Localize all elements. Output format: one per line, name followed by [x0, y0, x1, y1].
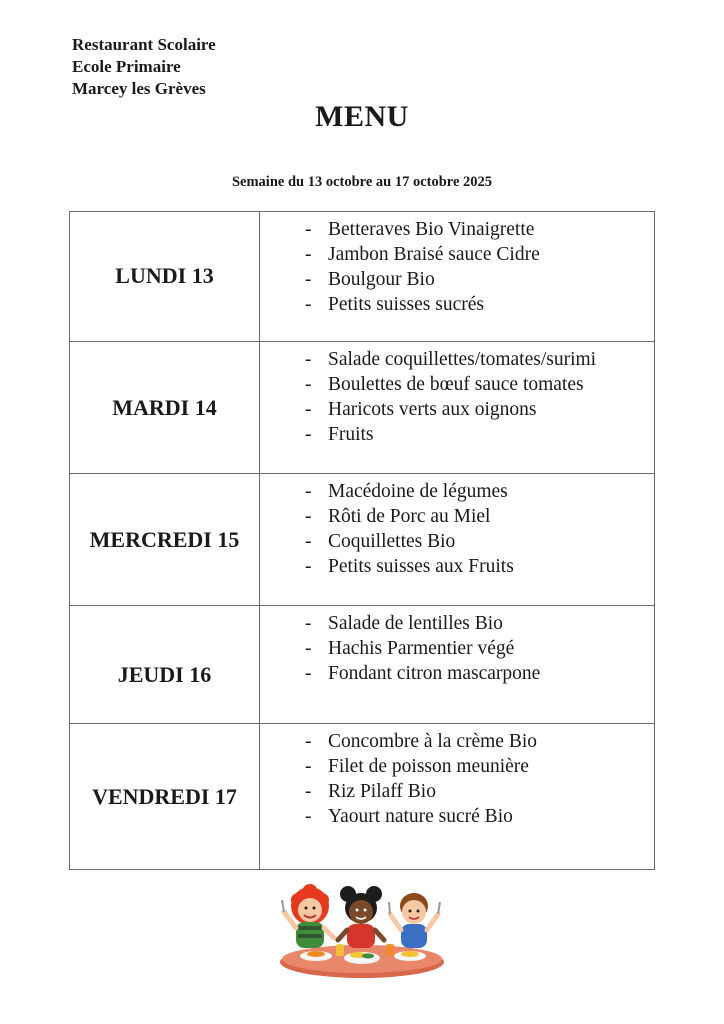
day-label: MARDI 14 [70, 342, 260, 474]
day-label: JEUDI 16 [70, 606, 260, 724]
dash-bullet: - [305, 374, 312, 395]
dish-text: Boulettes de bœuf sauce tomates [328, 374, 584, 395]
dish-item [305, 242, 654, 267]
header-restaurant: Restaurant Scolaire [72, 35, 216, 54]
dash-bullet: - [305, 781, 312, 802]
dish-item [305, 779, 654, 804]
dish-item [305, 504, 654, 529]
day-label: MERCREDI 15 [70, 474, 260, 606]
dish-text: Salade coquillettes/tomates/surimi [328, 349, 597, 370]
dish-item [305, 267, 654, 292]
menu-row-monday [70, 212, 655, 342]
dish-item [305, 554, 654, 579]
dish-text: Hachis Parmentier végé [328, 638, 515, 659]
dash-bullet: - [305, 663, 312, 684]
school-header [72, 34, 216, 100]
dish-text: Petits suisses sucrés [328, 294, 484, 315]
dish-item [305, 422, 654, 447]
dish-text: Haricots verts aux oignons [328, 399, 537, 420]
dash-bullet: - [305, 756, 312, 777]
day-label: VENDREDI 17 [70, 724, 260, 870]
header-town: Marcey les Grèves [72, 79, 206, 98]
dish-item [305, 529, 654, 554]
dash-bullet: - [305, 219, 312, 240]
page-title: MENU [315, 100, 409, 133]
dash-bullet: - [305, 613, 312, 634]
dish-text: Rôti de Porc au Miel [328, 506, 491, 527]
dash-bullet: - [305, 638, 312, 659]
dish-text: Betteraves Bio Vinaigrette [328, 219, 535, 240]
dish-item [305, 729, 654, 754]
dish-item [305, 397, 654, 422]
dash-bullet: - [305, 531, 312, 552]
children-eating-icon [276, 882, 448, 980]
week-subtitle: Semaine du 13 octobre au 17 octobre 2025 [231, 174, 493, 190]
dish-item [305, 347, 654, 372]
dish-item [305, 372, 654, 397]
dash-bullet: - [305, 424, 312, 445]
dish-list [260, 342, 655, 474]
dish-text: Petits suisses aux Fruits [328, 556, 514, 577]
dish-item [305, 292, 654, 317]
dash-bullet: - [305, 399, 312, 420]
dish-item [305, 479, 654, 504]
dish-text: Riz Pilaff Bio [328, 781, 436, 802]
day-label: LUNDI 13 [70, 212, 260, 342]
dash-bullet: - [305, 349, 312, 370]
dash-bullet: - [305, 731, 312, 752]
dish-item [305, 661, 654, 686]
dish-text: Fruits [328, 424, 374, 445]
dish-item [305, 636, 654, 661]
dish-item [305, 611, 654, 636]
dish-list [260, 474, 655, 606]
menu-table [69, 211, 655, 870]
menu-row-tuesday [70, 342, 655, 474]
dish-text: Filet de poisson meunière [328, 756, 529, 777]
menu-row-thursday [70, 606, 655, 724]
dash-bullet: - [305, 806, 312, 827]
dish-text: Yaourt nature sucré Bio [328, 806, 513, 827]
dish-text: Jambon Braisé sauce Cidre [328, 244, 540, 265]
dash-bullet: - [305, 506, 312, 527]
dish-item [305, 804, 654, 829]
dish-text: Macédoine de légumes [328, 481, 508, 502]
dash-bullet: - [305, 481, 312, 502]
dish-text: Coquillettes Bio [328, 531, 456, 552]
menu-row-friday [70, 724, 655, 870]
dish-text: Concombre à la crème Bio [328, 731, 538, 752]
dish-list [260, 212, 655, 342]
dish-text: Salade de lentilles Bio [328, 613, 503, 634]
dish-item [305, 217, 654, 242]
header-school: Ecole Primaire [72, 57, 181, 76]
dish-item [305, 754, 654, 779]
dish-list [260, 606, 655, 724]
dish-text: Fondant citron mascarpone [328, 663, 541, 684]
dash-bullet: - [305, 556, 312, 577]
dish-list [260, 724, 655, 870]
dash-bullet: - [305, 269, 312, 290]
dash-bullet: - [305, 294, 312, 315]
menu-row-wednesday [70, 474, 655, 606]
dash-bullet: - [305, 244, 312, 265]
dish-text: Boulgour Bio [328, 269, 435, 290]
